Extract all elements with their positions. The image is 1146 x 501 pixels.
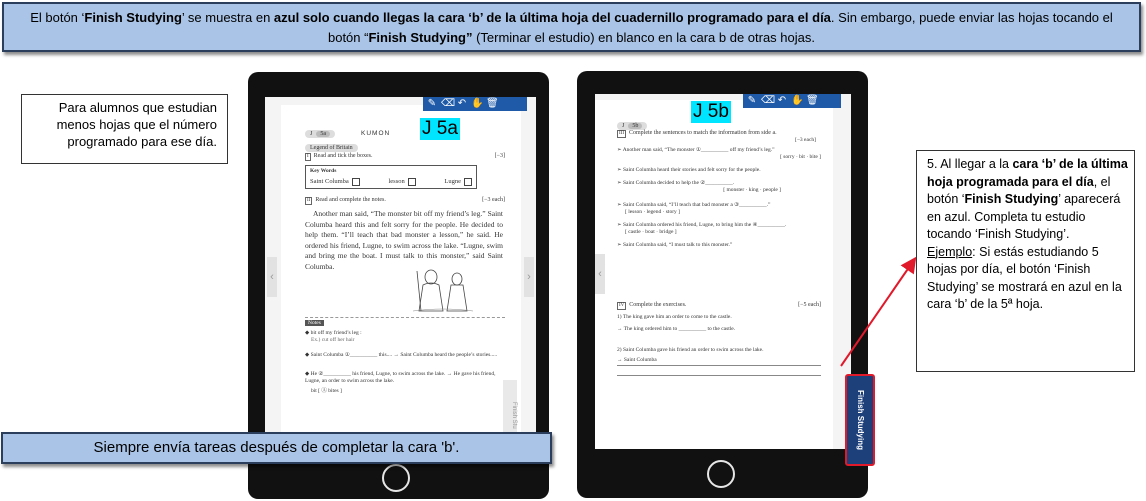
example-text: : Si estás estudiando 5 hojas por día, el botón ‘Finish Studying’ se mostrará en azul en la cara ‘b’ de la 5ª hoja. [927,244,1122,311]
undo-icon[interactable]: ↶ [457,98,467,109]
bottom-banner-text: Siempre envía tareas después de completar la cara 'b'. [93,439,460,456]
top-banner-text-2: ’ se muestra en [181,10,274,25]
note-1: bit off my friend’s leg : [310,330,362,336]
section-2-title: Read and complete the notes. [315,197,386,203]
section-4-title: Complete the exercises. [629,302,687,308]
note-3-answer: bit [ Ⓐ bites ] [311,388,342,394]
hand-icon[interactable]: ✋ [791,95,804,106]
question-4-options: [ lesson · legend · story ] [625,209,680,215]
keyword-1: Saint Columba [310,178,349,185]
exercise-2-answer-line[interactable]: → Saint Columba [617,357,821,366]
question-1-options: [ sorry · bit · bite ] [780,154,821,160]
section-1-title: Read and tick the boxes. [313,153,373,159]
eraser-icon[interactable]: ⌫ [761,95,776,106]
trash-icon[interactable]: 🗑 [806,95,819,106]
exercise-1: 1) The king gave him an order to come to the castle. [617,314,732,320]
example-label: Ejemplo [927,244,973,259]
section-2-points: [−3 each] [482,197,505,203]
note-3: He ②__________ his friend, Lugne, to swim across the lake. → He gave his friend, Lugne, an order to swim across the lake. [305,371,496,384]
right-note-text-2: , el botón ‘ [927,174,1111,206]
top-banner-emphasis: azul solo cuando llegas la cara ‘b’ de la última hoja del cuadernillo programado para el día [273,10,831,25]
prev-page-arrow-b[interactable]: ‹ [595,254,605,294]
page-label-5b: J 5b [693,101,729,122]
eraser-icon[interactable]: ⌫ [441,98,456,109]
section-2-number: II [307,198,311,203]
question-3: Saint Columba decided to help the ②__________. [622,180,735,186]
trash-icon[interactable]: 🗑 [486,98,499,109]
pen-icon[interactable]: ✎ [747,95,757,106]
page-badge-b: 5b [628,123,642,129]
finish-studying-button-blue[interactable]: Finish Studying [845,374,875,466]
section-1-points: [−3] [494,153,505,159]
sentence-list: ➢ Another man said, “The monster ①__________ off my friend’s leg.” [ sorry · bit · bite ] ➢ Saint Columba heard their stories and felt sorry for the people. ➢ Saint Columba decided to help the ②__________. [ monster · king · people ] ➢ Saint Columba said, “I’ll teach that bad monster a ③__________.” [ lesson · legend · story ] ➢ Saint Columba ordered his friend, Lugne, to bring him the ④__________. [ castle · boat · bridge ] ➢ Saint Columba said, “I must talk to this monster.” [617,147,821,248]
exercise-2: 2) Saint Columba gave his friend an order to swim across the lake. [617,347,764,353]
question-2: Saint Columba heard their stories and felt sorry for the people. [622,167,761,173]
page-label-5a: J 5a [422,118,458,139]
finish-studying-term: Finish Studying [84,10,182,25]
right-note-text-1: 5. Al llegar a la [927,157,1013,171]
top-banner-text-3: . Sin embargo, puede enviar las hojas tocando el botón “ [327,10,1113,45]
undo-icon[interactable]: ↶ [777,95,787,106]
section-3-points: [−3 each] [795,137,816,143]
question-1: Another man said, “The monster ①__________ off my friend’s leg.” [622,147,775,153]
note-1-example: Ex.) cut off her hair [311,337,355,343]
finish-studying-button-white[interactable]: Finish Stu [503,380,517,450]
right-note-button-name: Finish Studying [964,192,1059,206]
notes-label: Notes [305,320,324,326]
section-3-title: Complete the sentences to match the information from side a. [629,130,777,136]
section-4-number: IV [619,303,625,308]
right-note-text-3: ’ aparecerá en azul. Completa tu estudio tocando ‘Finish Studying’. [927,192,1121,241]
question-4: Saint Columba said, “I’ll teach that bad monster a ③__________.” [622,202,771,208]
top-banner-text: El botón ‘ [30,10,85,25]
question-5-options: [ castle · boat · bridge ] [625,229,677,235]
top-banner-text-4: (Terminar el estudio) en blanco en la cara b de otras hojas. [472,30,815,45]
section-1-number: I [307,154,309,159]
right-note-box [916,150,1135,372]
reading-passage: Another man said, “The monster bit off my friend’s leg.” Saint Columba heard this and felt sorry for the people. He decided to help them. “I’ll teach that bad monster a lesson,” he said. He ordered his friend, Lugne, to swim across the lake. “Lugne, swim and bring me the boat. I must talk to this monster,” said Saint Columba. [305,209,503,271]
section-4-points: [−5 each] [798,302,821,308]
question-5: Saint Columba ordered his friend, Lugne, to bring him the ④__________. [622,222,787,228]
left-note-text: Para alumnos que estudian menos hojas que el número programado para ese día. [56,100,217,149]
next-page-arrow[interactable]: › [524,257,534,297]
hand-icon[interactable]: ✋ [471,98,484,109]
brand-logo: KUMON [361,130,391,137]
right-note-emphasis: cara ‘b’ de la última hoja programada para el día [927,157,1128,189]
question-6: Saint Columba said, “I must talk to this monster.” [622,242,733,248]
question-3-options: [ monster · king · people ] [723,187,781,193]
key-words-title: Key Words [310,168,337,174]
bottom-reminder-banner [1,432,552,464]
notes-section: Notes ◆ bit off my friend’s leg : Ex.) cut off her hair ◆ Saint Columba ①__________ this.... → Saint Columba heard the people’s stories..... ◆ He ②__________ his friend, Lugne, to swim across the lake. → He gave his friend, Lugne, an order to swim across the lake. bit [ Ⓐ bites ] [305,317,505,395]
level-badge-b: J [622,123,625,129]
exercise-1-answer[interactable]: → The king ordered him to __________ to the castle. [617,326,736,332]
prev-page-arrow[interactable]: ‹ [267,257,277,297]
finish-studying-term-2: Finish Studying” [368,30,473,45]
book-title: Legend of Britain [305,144,358,152]
section-3-number: III [619,131,624,136]
note-2: Saint Columba ①__________ this.... → Saint Columba heard the people’s stories..... [310,352,498,358]
level-badge: J [310,131,313,137]
pen-icon[interactable]: ✎ [427,98,437,109]
keyword-2: lesson [388,178,405,185]
page-badge: 5a [316,131,330,137]
keyword-3: Lugne [444,178,461,185]
